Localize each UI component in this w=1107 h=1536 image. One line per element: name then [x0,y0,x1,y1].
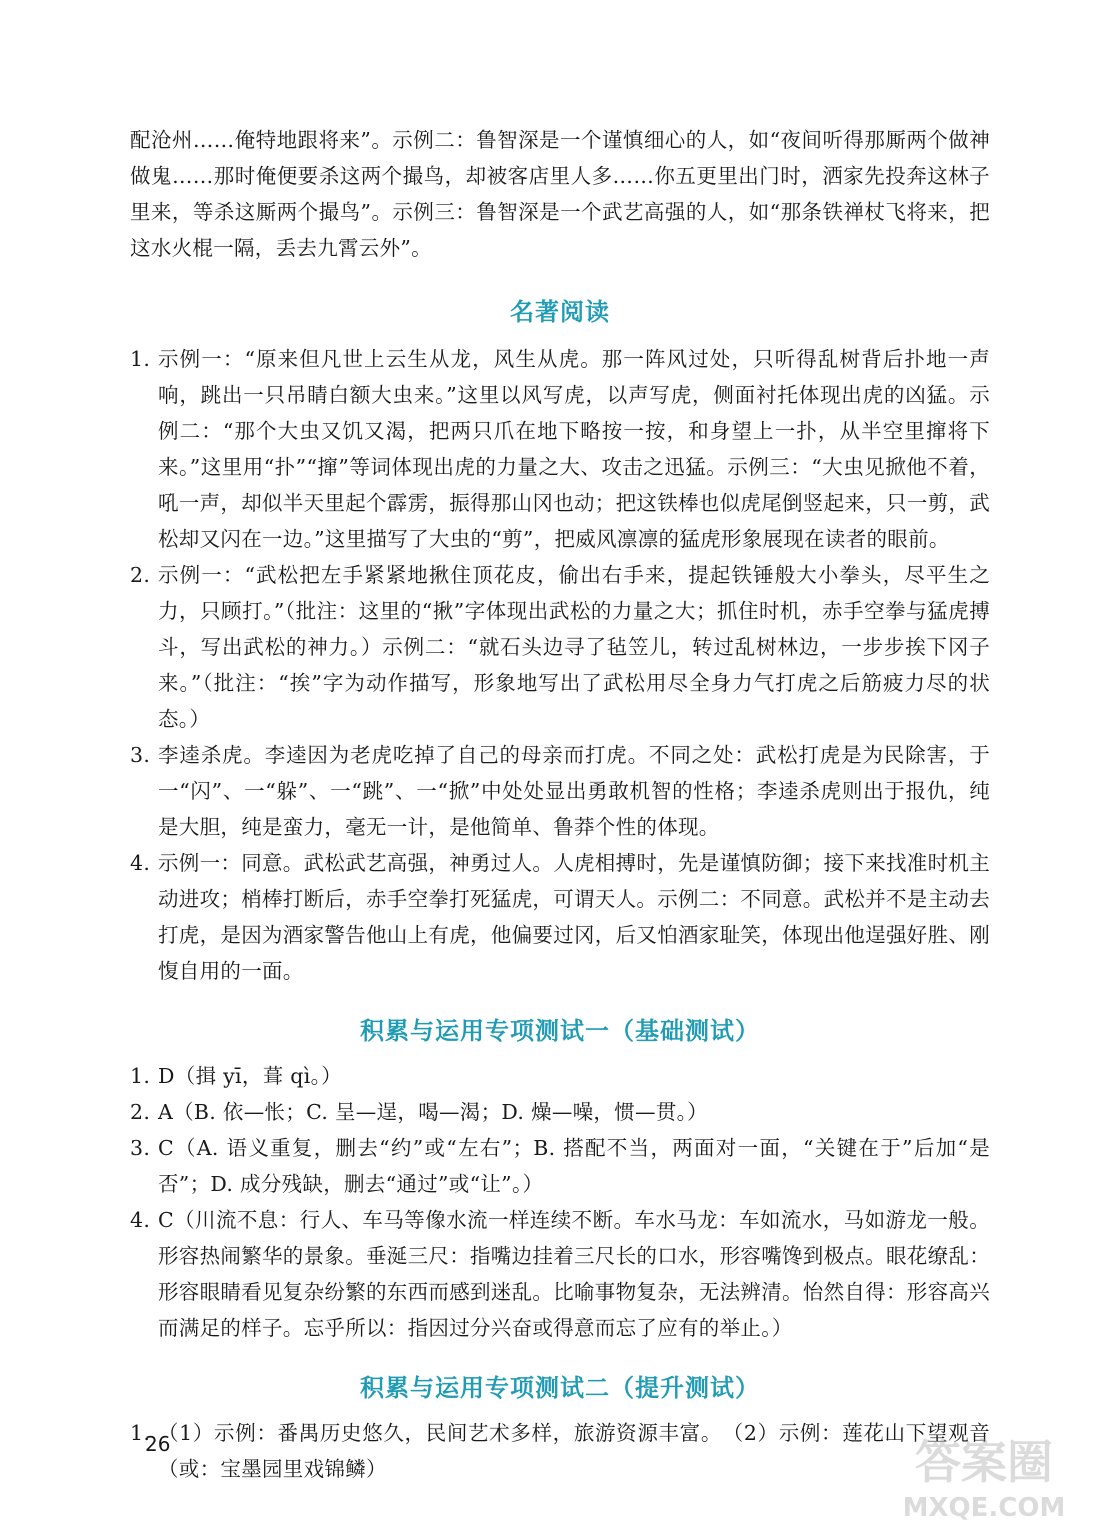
item-text: C（川流不息：行人、车马等像水流一样连续不断。车水马龙：车如流水，马如游龙一般。形容热闹繁华的景象。垂涎三尺：指嘴边挂着三尺长的口水，形容嘴馋到极点。眼花缭乱：形容眼睛看见复杂纷繁的东西而感到迷乱。比喻事物复杂，无法辨清。怡然自得：形容高兴而满足的样子。忘乎所以：指因过分兴奋或得意而忘了应有的举止。） [158,1208,990,1340]
item-number: 3. [130,1136,151,1160]
item-number: 2. [130,563,151,587]
watermark-text-cn: 答案圈 [915,1435,1053,1489]
watermark-text-en: MXQE.COM [902,1493,1066,1523]
section-title-famous-works: 名著阅读 [510,298,610,326]
list-item [130,341,990,557]
list-item [130,737,990,845]
item-text: D（揖 yī，葺 qì。） [158,1064,342,1088]
list-item [130,845,990,989]
watermark-logo [889,1426,1079,1526]
list-item [130,1058,990,1094]
list-item [130,1202,990,1346]
item-text: 示例一：同意。武松武艺高强，神勇过人。人虎相搏时，先是谨慎防御；接下来找准时机主动进攻；梢棒打断后，赤手空拳打死猛虎，可谓天人。示例二：不同意。武松并不是主动去打虎，是因为酒家警告他山上有虎，他偏要过冈，后又怕酒家耻笑，体现出他逞强好胜、刚愎自用的一面。 [158,851,990,983]
item-text: 李逵杀虎。李逵因为老虎吃掉了自己的母亲而打虎。不同之处：武松打虎是为民除害，于一“闪”、一“躲”、一“跳”、一“掀”中处处显出勇敢机智的性格；李逵杀虎则出于报仇，纯是大胆，纯是蛮力，毫无一计，是他简单、鲁莽个性的体现。 [158,743,990,839]
item-text: 示例一：“原来但凡世上云生从龙，风生从虎。那一阵风过处，只听得乱树背后扑地一声响，跳出一只吊睛白额大虫来。”这里以风写虎，以声写虎，侧面衬托体现出虎的凶猛。示例二：“那个大虫又饥又渴，把两只爪在地下略按一按，和身望上一扑，从半空里撺将下来。”这里用“扑”“撺”等词体现出虎的力量之大、攻击之迅猛。示例三：“大虫见掀他不着，吼一声，却似半天里起个霹雳，振得那山冈也动；把这铁棒也似虎尾倒竖起来，只一剪，武松却又闪在一边。”这里描写了大虫的“剪”，把威风凛凛的猛虎形象展现在读者的眼前。 [158,347,990,551]
item-number: 1. [130,1064,151,1088]
item-number: 3. [130,743,151,767]
section-title-test-one: 积累与运用专项测试一（基础测试） [360,1017,760,1045]
list-item [130,1130,990,1202]
item-text: C（A. 语义重复，删去“约”或“左右”；B. 搭配不当，两面对一面，“关键在于”后加“是否”；D. 成分残缺，删去“通过”或“让”。） [158,1136,990,1196]
item-text: A（B. 依—怅；C. 呈—逞，喝—渴；D. 燥—噪，惯—贯。） [158,1100,708,1124]
intro-paragraph: 配沧州……俺特地跟将来”。示例二：鲁智深是一个谨慎细心的人，如“夜间听得那厮两个做神做鬼……那时俺便要杀这两个撮鸟，却被客店里人多……你五更里出门时，洒家先投奔这林子里来，等杀这厮两个撮鸟”。示例三：鲁智深是一个武艺高强的人，如“那条铁禅杖飞将来，把这水火棍一隔，丢去九霄云外”。 [130,128,990,260]
item-number: 2. [130,1100,151,1124]
item-number: 1. [130,347,151,371]
item-text: 示例一：“武松把左手紧紧地揪住顶花皮，偷出右手来，提起铁锤般大小拳头，尽平生之力，只顾打。”（批注：这里的“揪”字体现出武松的力量之大；抓住时机，赤手空拳与猛虎搏斗，写出武松的神力。）示例二：“就石头边寻了毡笠儿，转过乱树林边，一步步挨下冈子来。”（批注：“挨”字为动作描写，形象地写出了武松用尽全身力气打虎之后筋疲力尽的状态。） [158,563,990,731]
item-text: （1）示例：番禺历史悠久，民间艺术多样，旅游资源丰富。 （2）示例：莲花山下望观音（或：宝墨园里戏锦鳞） [158,1421,990,1481]
page-number: 26 [145,1432,171,1456]
page-content [130,122,990,1487]
list-item [130,557,990,737]
item-number: 4. [130,1208,151,1232]
list-item [130,1094,990,1130]
item-number: 4. [130,851,151,875]
section-title-test-two: 积累与运用专项测试二（提升测试） [360,1374,760,1402]
item-number: 1. [130,1421,151,1445]
list-item [130,1415,990,1487]
